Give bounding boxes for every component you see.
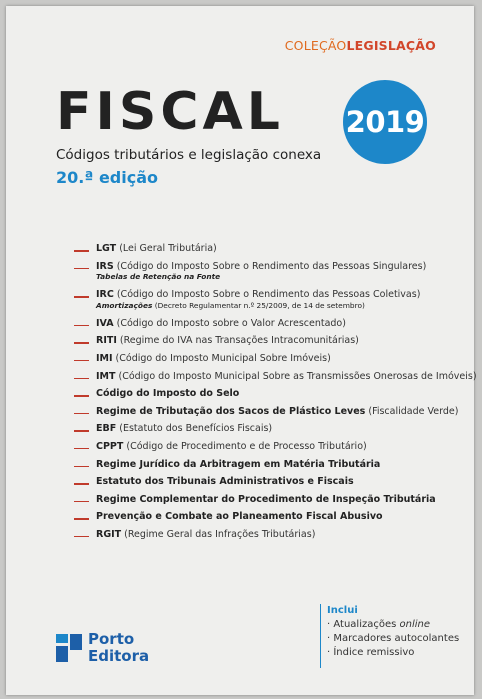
list-item <box>74 352 469 370</box>
dash-bullet <box>74 378 89 380</box>
edition-label: 20.ª edição <box>56 168 158 187</box>
year-badge <box>343 80 427 164</box>
item-title: Prevenção e Combate ao Planeamento Fiscal Abusivo <box>96 511 383 523</box>
item-title: EBF <box>96 423 117 435</box>
book-cover <box>6 6 477 695</box>
list-item <box>74 334 469 352</box>
book-subtitle: Códigos tributários e legislação conexa <box>56 147 322 163</box>
list-item <box>74 440 469 458</box>
contents-list <box>74 242 477 546</box>
includes-title: Inclui <box>327 605 358 616</box>
item-title: RITI <box>96 335 117 347</box>
list-item <box>74 475 469 493</box>
dash-bullet <box>74 296 89 298</box>
dash-bullet <box>74 448 89 450</box>
list-item <box>74 242 469 260</box>
item-title: LGT <box>96 243 117 254</box>
item-description: (Lei Geral Tributária) <box>116 243 217 254</box>
dash-bullet <box>74 342 89 344</box>
includes-item-text: · Atualizações <box>327 619 400 630</box>
dash-bullet <box>74 325 89 327</box>
item-title: Regime de Tributação dos Sacos de Plástico Leves <box>96 405 366 417</box>
dash-bullet <box>74 466 89 468</box>
subitem-description: (Decreto Regulamentar n.º 25/2009, de 14 de setembro) <box>152 300 365 310</box>
item-description: (Código do Imposto Sobre o Rendimento das Pessoas Coletivas) <box>113 289 421 301</box>
list-subitem <box>74 272 469 285</box>
list-subitem <box>74 301 469 314</box>
includes-box <box>320 604 467 668</box>
publisher-logo-icon <box>54 632 84 664</box>
year-text: 2019 <box>345 105 425 139</box>
publisher-name-line2: Editora <box>88 647 150 665</box>
book-title: FISCAL <box>56 82 284 142</box>
item-description: (Regime do IVA nas Transações Intracomunitárias) <box>116 335 359 347</box>
list-item <box>74 317 469 335</box>
list-item <box>74 493 469 511</box>
item-title: IMI <box>96 352 113 364</box>
item-title: IVA <box>96 317 114 329</box>
item-title: Código do Imposto do Selo <box>96 388 240 400</box>
list-item <box>74 510 469 528</box>
list-item <box>74 387 469 405</box>
list-item <box>74 370 477 388</box>
subitem-title: Amortizações <box>96 300 153 310</box>
dash-bullet <box>74 536 89 538</box>
collection-name: LEGISLAÇÃO <box>346 38 436 53</box>
item-title: IRS <box>96 260 114 272</box>
includes-item-index: · Índice remissivo <box>327 647 415 658</box>
dash-bullet <box>74 250 89 252</box>
dash-bullet <box>74 360 89 362</box>
subitem-title: Tabelas de Retenção na Fonte <box>96 272 221 282</box>
dash-bullet <box>74 413 89 415</box>
item-description: (Estatuto dos Benefícios Fiscais) <box>116 423 273 435</box>
includes-item-updates <box>327 618 467 632</box>
includes-item-italic: online <box>399 619 431 630</box>
item-title: IRC <box>96 289 114 301</box>
dash-bullet <box>74 430 89 432</box>
item-description: (Regime Geral das Infrações Tributárias) <box>121 528 316 540</box>
list-item <box>74 405 469 423</box>
item-title: CPPT <box>96 440 124 452</box>
item-title: RGIT <box>96 528 122 540</box>
item-title: IMT <box>96 370 116 382</box>
dash-bullet <box>74 483 89 485</box>
collection-prefix: COLEÇÃO <box>284 38 347 53</box>
item-description: (Código do Imposto sobre o Valor Acrescentado) <box>113 317 346 329</box>
dash-bullet <box>74 518 89 520</box>
item-description: (Código do Imposto Municipal Sobre Imóveis) <box>112 352 331 364</box>
item-description: (Código de Procedimento e de Processo Tributário) <box>123 440 367 452</box>
list-item <box>74 422 469 440</box>
dash-bullet <box>74 501 89 503</box>
includes-item-markers: · Marcadores autocolantes <box>327 633 460 644</box>
list-item <box>74 528 469 546</box>
dash-bullet <box>74 395 89 397</box>
dash-bullet <box>74 268 89 270</box>
item-description: (Fiscalidade Verde) <box>365 405 459 417</box>
collection-label <box>285 38 436 53</box>
item-description: (Código do Imposto Municipal Sobre as Transmissões Onerosas de Imóveis) <box>115 370 477 382</box>
item-title: Estatuto dos Tribunais Administrativos e Fiscais <box>96 476 354 488</box>
list-item <box>74 458 469 476</box>
publisher-name-line1: Porto <box>88 630 135 648</box>
item-description: (Código do Imposto Sobre o Rendimento das Pessoas Singulares) <box>113 260 427 272</box>
item-title: Regime Jurídico da Arbitragem em Matéria Tributária <box>96 458 381 470</box>
item-title: Regime Complementar do Procedimento de Inspeção Tributária <box>96 493 436 505</box>
